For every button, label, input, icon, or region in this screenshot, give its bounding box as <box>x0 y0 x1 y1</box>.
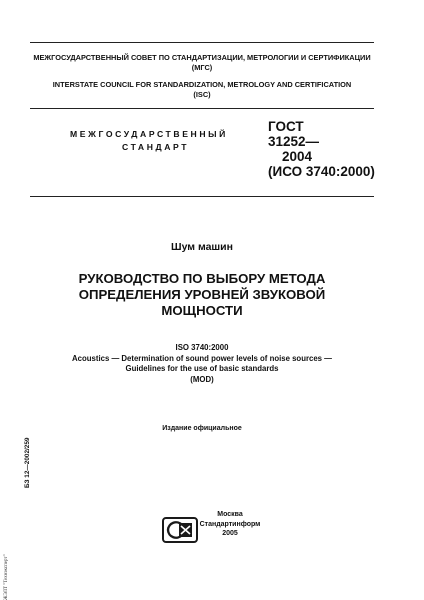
standartinform-logo-icon <box>162 515 198 545</box>
designation-line4: (ИСО 3740:2000) <box>268 164 375 179</box>
lower-rule <box>30 196 374 197</box>
publisher-year: 2005 <box>222 530 238 537</box>
title-line1: РУКОВОДСТВО ПО ВЫБОРУ МЕТОДА <box>78 271 326 286</box>
side-stamp: ЖЭЛТ "Технэксперт" <box>4 554 9 600</box>
official-edition-label: Издание официальное <box>162 425 242 432</box>
publisher-name: Стандартинформ <box>199 520 261 528</box>
council-block <box>30 53 374 100</box>
standard-type <box>70 128 250 154</box>
designation-line1: ГОСТ <box>268 119 304 134</box>
council-name-ru: МЕЖГОСУДАРСТВЕННЫЙ СОВЕТ ПО СТАНДАРТИЗАЦИИ, МЕТРОЛОГИИ И СЕРТИФИКАЦИИ <box>33 53 371 62</box>
standard-type-line1: МЕЖГОСУДАРСТВЕННЫЙ <box>70 129 228 139</box>
designation-line2: 31252— <box>268 134 320 149</box>
council-abbr-ru: (МГС) <box>191 63 213 72</box>
publisher-block <box>196 510 264 539</box>
title-line3: МОЩНОСТИ <box>161 303 243 318</box>
top-rule <box>30 42 374 43</box>
standard-designation <box>268 119 408 179</box>
iso-title-line2: Guidelines for the use of basic standards <box>125 364 279 373</box>
designation-line3: 2004 <box>282 149 313 164</box>
title-line2: ОПРЕДЕЛЕНИЯ УРОВНЕЙ ЗВУКОВОЙ <box>78 287 326 302</box>
council-abbr-en: (ISC) <box>193 90 211 99</box>
middle-rule <box>30 108 374 109</box>
iso-modification: (MOD) <box>190 374 214 384</box>
document-subject: Шум машин <box>171 241 233 253</box>
document-title <box>30 271 374 319</box>
iso-title-line1: Acoustics — Determination of sound power levels of noise sources — <box>72 353 332 363</box>
standard-type-line2: СТАНДАРТ <box>122 142 190 152</box>
iso-number: ISO 3740:2000 <box>175 343 229 352</box>
publisher-city: Москва <box>217 511 243 518</box>
iso-reference <box>30 343 374 385</box>
council-name-en: INTERSTATE COUNCIL FOR STANDARDIZATION, METROLOGY AND CERTIFICATION <box>52 80 352 89</box>
side-code: БЗ 12—2002/259 <box>24 437 31 488</box>
